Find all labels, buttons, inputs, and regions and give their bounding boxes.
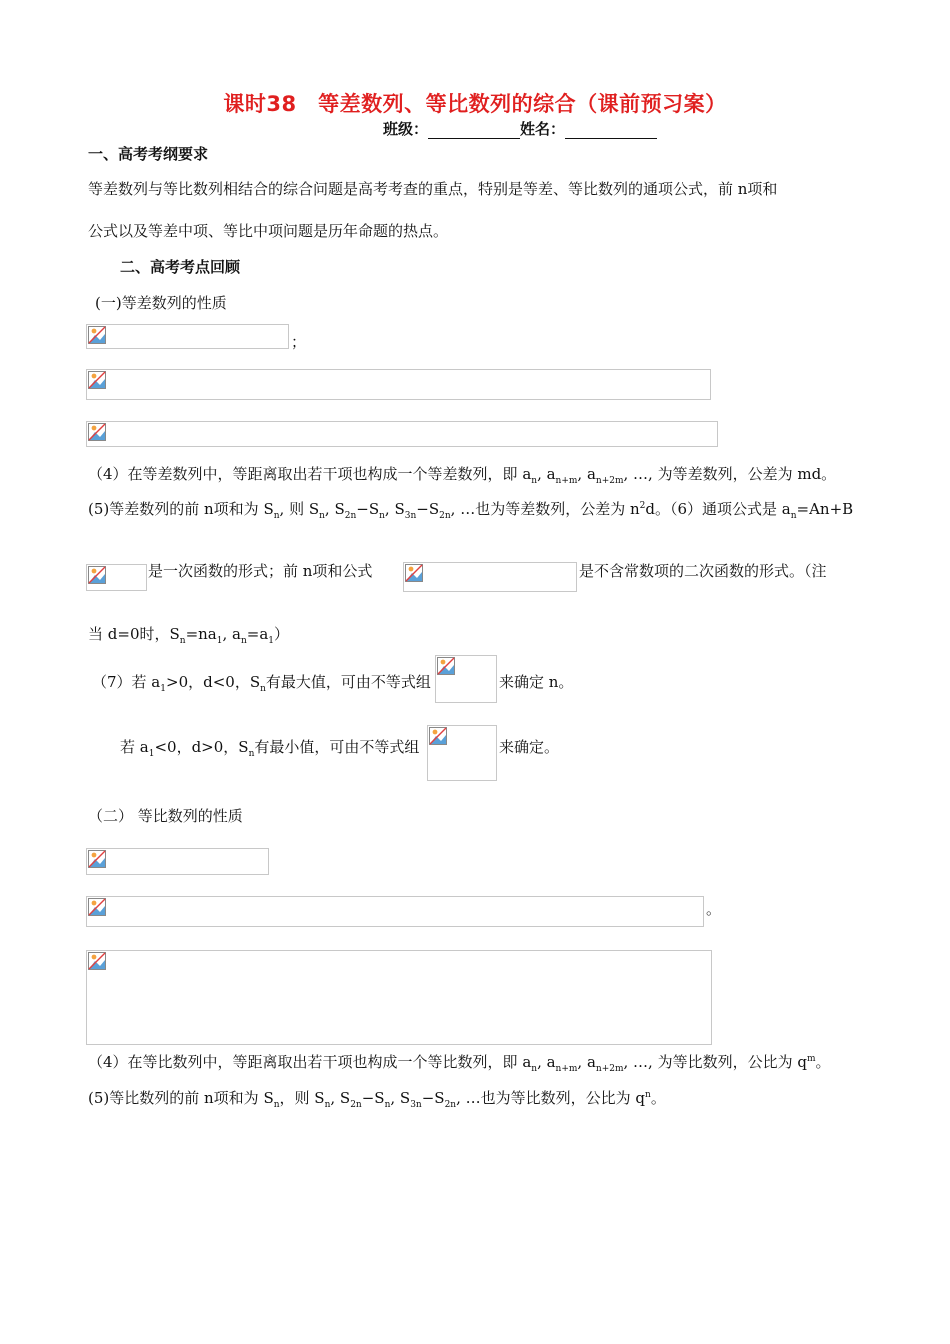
- item-6-quadratic-text: 是不含常数项的二次函数的形式。（注: [579, 562, 827, 580]
- formula-image-8: [86, 848, 269, 875]
- period: 。: [706, 900, 722, 918]
- broken-image-icon: [429, 727, 447, 745]
- broken-image-icon: [88, 371, 106, 389]
- formula-image-7: [427, 725, 497, 781]
- item-7-max: （7）若 $a_1>0$，d<0，$S_n$有最大值，可由不等式组: [92, 673, 431, 694]
- formula-image-9: [86, 896, 704, 927]
- broken-image-icon: [437, 657, 455, 675]
- formula-image-2: [86, 369, 711, 400]
- subsection-geometric: （二） 等比数列的性质: [88, 807, 243, 825]
- formula-image-5: [403, 562, 577, 592]
- paragraph-line-1: 等差数列与等比数列相结合的综合问题是高考考查的重点，特别是等差、等比数列的通项公式，前 n项和: [88, 180, 778, 198]
- item-4-arithmetic: （4）在等差数列中，等距离取出若干项也构成一个等差数列，即 $a_n$, $a_{n+m}$, $a_{n+2m}$, …, 为等差数列，公差为 md。: [88, 465, 837, 486]
- semicolon: ；: [291, 333, 307, 351]
- item-5-arithmetic: (5)等差数列的前 n项和为 $S_n$, 则 $S_n$, $S_{2n}-S_n$, $S_{3n}-S_{2n}$, …也为等差数列，公差为 $n^2d$。（6）通项公式是 $a_n=An+B$: [88, 500, 854, 521]
- broken-image-icon: [405, 564, 423, 582]
- name-blank[interactable]: [565, 124, 657, 139]
- item-7-max-tail: 来确定 n。: [499, 673, 574, 691]
- name-label: 姓名：: [520, 120, 566, 138]
- formula-image-4: [86, 564, 147, 591]
- broken-image-icon: [88, 952, 106, 970]
- item-7-min-tail: 来确定。: [499, 738, 560, 756]
- paragraph-line-2: 公式以及等差中项、等比中项问题是历年命题的热点。: [88, 222, 449, 240]
- broken-image-icon: [88, 898, 106, 916]
- formula-image-6: [435, 655, 497, 703]
- broken-image-icon: [88, 423, 106, 441]
- broken-image-icon: [88, 850, 106, 868]
- section-heading-2: 二、高考考点回顾: [120, 258, 241, 276]
- page-title: 课时38 等差数列、等比数列的综合（课前预习案）: [223, 92, 727, 116]
- class-blank[interactable]: [428, 124, 520, 139]
- broken-image-icon: [88, 566, 106, 584]
- subsection-arithmetic: (一)等差数列的性质: [95, 294, 227, 312]
- note-d-zero: 当 d=0时，$S_n=na_1$, $a_n=a_1$）: [88, 625, 290, 646]
- class-name-line: [383, 118, 657, 139]
- class-label: 班级：: [383, 120, 429, 138]
- formula-image-3: [86, 421, 718, 447]
- broken-image-icon: [88, 326, 106, 344]
- formula-image-10: [86, 950, 712, 1045]
- item-7-min: 若 $a_1<0$，d>0，$S_n$有最小值，可由不等式组: [120, 738, 420, 759]
- item-6-linear-text: 是一次函数的形式；前 n项和公式: [148, 562, 373, 580]
- item-5-geometric: (5)等比数列的前 n项和为 $S_n$，则 $S_n$, $S_{2n}-S_n$, $S_{3n}-S_{2n}$, …也为等比数列，公比为 $q^n$。: [88, 1089, 666, 1110]
- section-heading-1: 一、高考考纲要求: [88, 145, 209, 163]
- formula-image-1: [86, 324, 289, 349]
- item-4-geometric: （4）在等比数列中，等距离取出若干项也构成一个等比数列，即 $a_n$, $a_{n+m}$, $a_{n+2m}$, …, 为等比数列，公比为 $q^m$。: [88, 1053, 831, 1074]
